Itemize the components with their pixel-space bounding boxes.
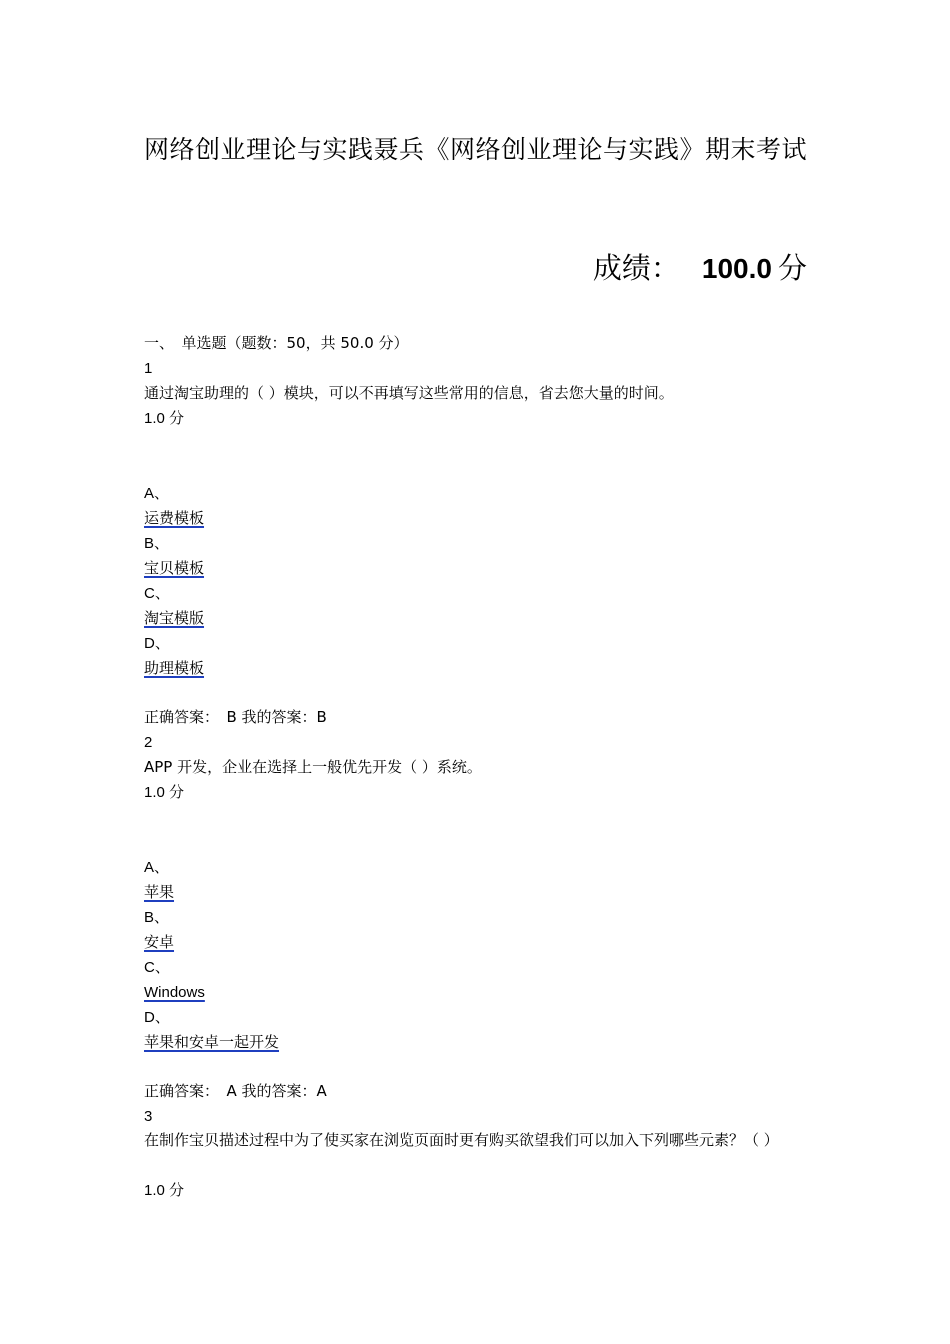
option-letter: A、 — [144, 859, 170, 876]
answer-line: 正确答案： A 我的答案：A — [144, 1082, 327, 1100]
question-text: 通过淘宝助理的（ ）模块，可以不再填写这些常用的信息，省去您大量的时间。 — [144, 384, 674, 402]
score-label: 成绩： — [592, 251, 680, 285]
option-link[interactable]: 安卓 — [144, 933, 175, 951]
question-points: 1.0 分 — [144, 1182, 185, 1199]
option-link[interactable]: 助理模板 — [144, 659, 205, 677]
option-letter: C、 — [144, 959, 170, 976]
option-letter: B、 — [144, 535, 170, 552]
answer-line: 正确答案： B 我的答案：B — [144, 708, 327, 726]
option-letter: D、 — [144, 1009, 170, 1026]
question-number: 1 — [144, 360, 153, 377]
question-text: APP 开发，企业在选择上一般优先开发（ ）系统。 — [144, 758, 482, 776]
score-value: 100.0 — [701, 253, 772, 284]
option-link[interactable]: 苹果和安卓一起开发 — [144, 1033, 280, 1051]
option-link[interactable]: 苹果 — [144, 883, 175, 901]
question-points: 1.0 分 — [144, 410, 185, 427]
option-link[interactable]: 淘宝模版 — [144, 609, 205, 627]
question-points: 1.0 分 — [144, 784, 185, 801]
option-letter: B、 — [144, 909, 170, 926]
score-unit: 分 — [777, 251, 807, 285]
option-letter: C、 — [144, 585, 170, 602]
score-display — [593, 246, 807, 291]
option-link[interactable]: Windows — [144, 984, 205, 1001]
option-link[interactable]: 宝贝模板 — [144, 559, 205, 577]
question-number: 3 — [144, 1108, 153, 1125]
section-heading: 一、 单选题（题数：50，共 50.0 分） — [144, 334, 409, 352]
document-title: 网络创业理论与实践聂兵《网络创业理论与实践》期末考试 — [144, 135, 808, 164]
question-number: 2 — [144, 734, 153, 751]
option-link[interactable]: 运费模板 — [144, 509, 205, 527]
question-text: 在制作宝贝描述过程中为了使买家在浏览页面时更有购买欲望我们可以加入下列哪些元素？（ ） — [144, 1131, 779, 1149]
option-letter: D、 — [144, 635, 170, 652]
option-letter: A、 — [144, 485, 170, 502]
